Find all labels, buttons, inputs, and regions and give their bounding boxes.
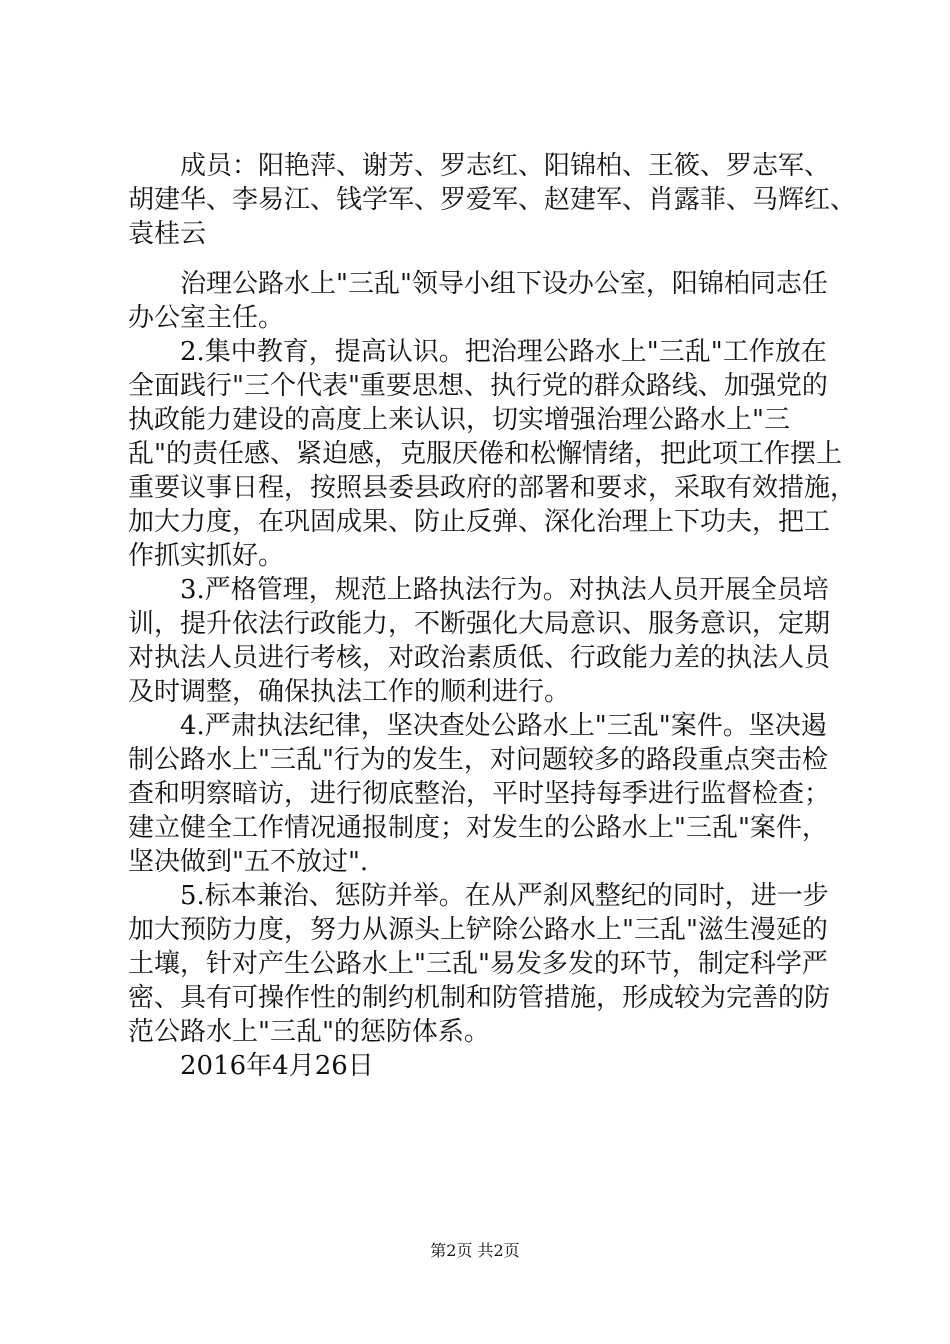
page-footer	[0, 1240, 950, 1262]
text-line: 范公路水上"三乱"的惩防体系。	[128, 1017, 490, 1047]
text-line: 及时调整，确保执法工作的顺利进行。	[128, 677, 571, 707]
text-line: 胡建华、李易江、钱学军、罗爱军、赵建军、肖露菲、马辉红、	[128, 185, 857, 215]
text-line: 土壤，针对产生公路水上"三乱"易发多发的环节，制定科学严	[128, 949, 828, 979]
text-line: 成员：阳艳萍、谢芳、罗志红、阳锦柏、王筱、罗志军、	[180, 151, 831, 181]
text-line: 乱"的责任感、紧迫感，克服厌倦和松懈情绪，把此项工作摆上	[128, 439, 842, 469]
page-indicator: 第2页 共2页	[430, 1241, 520, 1260]
text-line: 制公路水上"三乱"行为的发生，对问题较多的路段重点突击检	[128, 745, 828, 775]
date-line: 2016年4月26日	[180, 1051, 374, 1081]
text-line: 作抓实抓好。	[128, 541, 285, 571]
text-line: 对执法人员进行考核，对政治素质低、行政能力差的执法人员	[128, 643, 831, 673]
text-line: 5.标本兼治、惩防并举。在从严刹风整纪的同时，进一步	[180, 881, 829, 911]
text-line: 加大预防力度，努力从源头上铲除公路水上"三乱"滋生漫延的	[128, 915, 828, 945]
text-line: 袁桂云	[128, 219, 207, 249]
text-line: 查和明察暗访，进行彻底整治，平时坚持每季进行监督检查；	[128, 779, 831, 809]
text-line: 重要议事日程，按照县委县政府的部署和要求，采取有效措施，	[128, 473, 857, 503]
text-line: 坚决做到"五不放过".	[128, 847, 369, 877]
text-line: 加大力度，在巩固成果、防止反弹、深化治理上下功夫，把工	[128, 507, 831, 537]
text-line: 4.严肃执法纪律，坚决查处公路水上"三乱"案件。坚决遏	[180, 711, 827, 741]
text-line: 执政能力建设的高度上来认识，切实增强治理公路水上"三	[128, 405, 790, 435]
text-line: 建立健全工作情况通报制度；对发生的公路水上"三乱"案件，	[128, 813, 828, 843]
text-line: 密、具有可操作性的制约机制和防管措施，形成较为完善的防	[128, 983, 831, 1013]
text-line: 全面践行"三个代表"重要思想、执行党的群众路线、加强党的	[128, 371, 828, 401]
text-line: 办公室主任。	[128, 303, 285, 333]
text-line: 训，提升依法行政能力，不断强化大局意识、服务意识，定期	[128, 609, 831, 639]
text-line: 2.集中教育，提高认识。把治理公路水上"三乱"工作放在	[180, 337, 827, 367]
text-line: 治理公路水上"三乱"领导小组下设办公室，阳锦柏同志任	[180, 269, 828, 299]
text-line: 3.严格管理，规范上路执法行为。对执法人员开展全员培	[180, 575, 829, 605]
